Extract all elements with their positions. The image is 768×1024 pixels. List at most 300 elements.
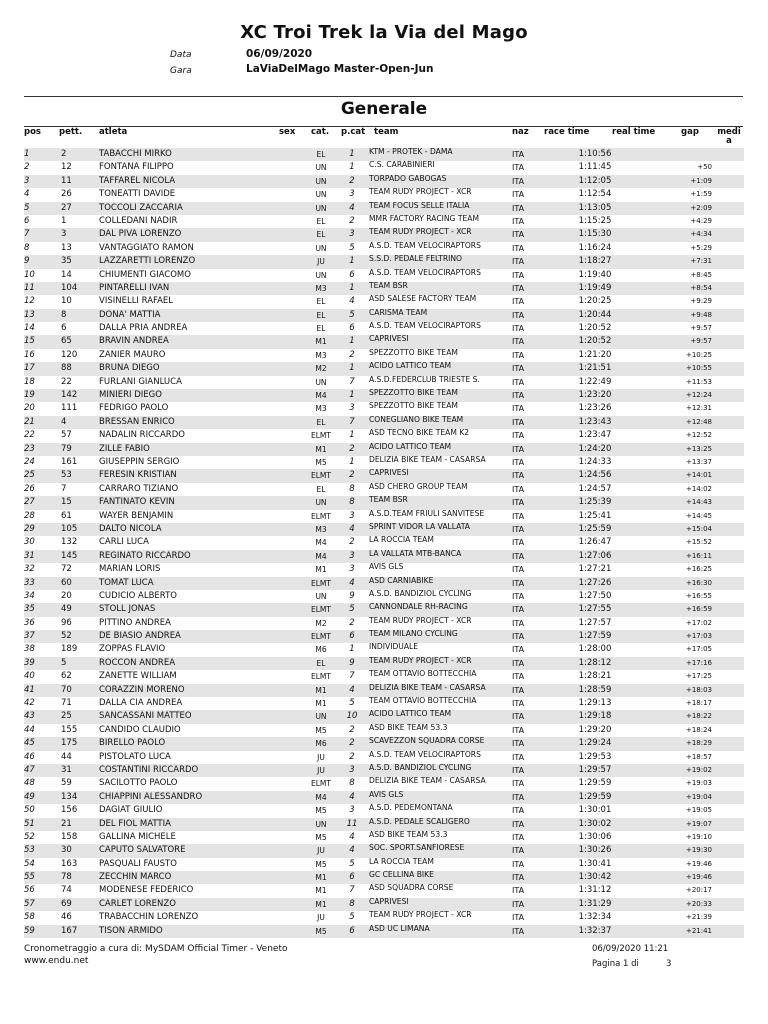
category-position-cell: 1: [349, 390, 355, 401]
nationality-cell: ITA: [512, 779, 525, 789]
category-position-cell: 2: [349, 751, 355, 762]
gap-cell: +15:04: [685, 524, 712, 533]
race-time-cell: 1:19:40: [578, 269, 612, 280]
category-cell: M1: [315, 337, 327, 347]
race-time-cell: 1:20:25: [578, 296, 612, 307]
nationality-cell: ITA: [512, 873, 525, 883]
category-cell: M3: [315, 404, 327, 414]
nationality-cell: ITA: [512, 176, 525, 186]
category-position-cell: 8: [349, 497, 355, 508]
athlete-name-cell: GIUSEPPIN SERGIO: [99, 456, 180, 467]
position-cell: 5: [24, 202, 30, 213]
team-name-cell: A.S.D.TEAM FRIULI SANVITESE: [369, 508, 485, 518]
nationality-cell: ITA: [512, 926, 525, 936]
bib-number-cell: 88: [61, 363, 72, 374]
position-cell: 45: [24, 738, 35, 749]
category-position-cell: 2: [349, 215, 355, 226]
gap-cell: +19:03: [685, 779, 712, 788]
athlete-name-cell: PASQUALI FAUSTO: [99, 858, 177, 869]
category-cell: M1: [315, 899, 327, 909]
race-time-cell: 1:29:57: [578, 764, 612, 775]
bib-number-cell: 44: [61, 751, 72, 762]
category-cell: M1: [315, 685, 327, 695]
category-position-cell: 2: [349, 349, 355, 360]
category-position-cell: 1: [349, 456, 355, 467]
category-cell: M3: [315, 283, 327, 293]
gap-cell: +16:59: [685, 605, 712, 614]
col-bib: pett.: [59, 127, 83, 137]
category-position-cell: 6: [349, 872, 355, 883]
category-position-cell: 4: [349, 202, 355, 213]
athlete-name-cell: MODENESE FEDERICO: [99, 885, 194, 896]
team-name-cell: AVIS GLS: [369, 789, 404, 799]
bib-number-cell: 156: [61, 805, 78, 816]
race-time-cell: 1:12:54: [578, 189, 612, 200]
category-position-cell: 10: [346, 711, 358, 722]
team-name-cell: ASD BIKE TEAM 53.3: [369, 829, 448, 839]
position-cell: 6: [24, 215, 30, 226]
position-cell: 30: [24, 537, 35, 548]
nationality-cell: ITA: [512, 417, 525, 427]
bib-number-cell: 15: [61, 497, 72, 508]
gap-cell: +12:31: [685, 404, 712, 413]
gap-cell: +12:48: [685, 417, 712, 426]
race-time-cell: 1:29:20: [578, 724, 612, 735]
category-position-cell: 4: [349, 523, 355, 534]
race-time-cell: 1:27:21: [578, 564, 612, 575]
position-cell: 1: [24, 149, 30, 159]
position-cell: 27: [24, 497, 35, 508]
nationality-cell: ITA: [512, 391, 525, 401]
category-position-cell: 3: [349, 403, 355, 414]
athlete-name-cell: VANTAGGIATO RAMON: [99, 242, 194, 253]
position-cell: 44: [24, 724, 35, 735]
bib-number-cell: 175: [61, 738, 78, 749]
athlete-name-cell: STOLL JONAS: [99, 604, 156, 615]
category-cell: ELMT: [311, 511, 331, 521]
category-cell: EL: [316, 484, 326, 494]
gap-cell: +12:52: [685, 431, 712, 440]
nationality-cell: ITA: [512, 765, 525, 775]
category-position-cell: 5: [349, 242, 355, 253]
athlete-name-cell: DONA' MATTIA: [99, 309, 161, 320]
col-real-time: real time: [612, 127, 656, 137]
nationality-cell: ITA: [512, 243, 525, 253]
date-value: 06/09/2020: [246, 48, 313, 60]
team-name-cell: SPEZZOTTO BIKE TEAM: [369, 388, 458, 398]
team-name-cell: TEAM RUDY PROJECT - XCR: [369, 187, 472, 197]
category-cell: M5: [315, 457, 327, 467]
race-label: Gara: [170, 66, 192, 76]
team-name-cell: AVIS GLS: [369, 562, 404, 572]
bib-number-cell: 30: [61, 845, 72, 856]
bib-number-cell: 111: [61, 403, 78, 414]
bib-number-cell: 6: [61, 323, 67, 334]
bib-number-cell: 21: [61, 818, 72, 829]
athlete-name-cell: TONEATTI DAVIDE: [99, 189, 176, 200]
athlete-name-cell: SACILOTTO PAOLO: [99, 778, 178, 789]
team-name-cell: A.S.D. TEAM VELOCIRAPTORS: [369, 749, 481, 759]
category-position-cell: 3: [349, 764, 355, 775]
category-position-cell: 2: [349, 724, 355, 735]
position-cell: 18: [24, 376, 35, 387]
athlete-name-cell: DAL PIVA LORENZO: [99, 229, 182, 240]
athlete-name-cell: CUDICIO ALBERTO: [99, 590, 177, 601]
bib-number-cell: 14: [61, 269, 72, 280]
gap-cell: +12:24: [685, 391, 712, 400]
category-cell: JU: [317, 913, 325, 923]
category-position-cell: 5: [349, 698, 355, 709]
bib-number-cell: 59: [61, 778, 72, 789]
col-pos: pos: [24, 127, 41, 137]
category-cell: M5: [315, 832, 327, 842]
team-name-cell: CANNONDALE RH-RACING: [369, 602, 468, 612]
team-name-cell: TEAM MILANO CYCLING: [369, 629, 458, 639]
results-table: [24, 148, 744, 938]
gap-cell: +10:25: [685, 350, 712, 359]
team-name-cell: CARISMA TEAM: [369, 307, 428, 317]
position-cell: 11: [24, 282, 35, 293]
team-name-cell: A.S.D. TEAM VELOCIRAPTORS: [369, 267, 481, 277]
race-time-cell: 1:28:00: [578, 644, 612, 655]
race-time-cell: 1:20:52: [578, 323, 612, 334]
position-cell: 59: [24, 925, 35, 936]
nationality-cell: ITA: [512, 324, 525, 334]
nationality-cell: ITA: [512, 591, 525, 601]
bib-number-cell: 49: [61, 604, 72, 615]
category-cell: M5: [315, 725, 327, 735]
athlete-name-cell: FONTANA FILIPPO: [99, 162, 174, 173]
category-cell: UN: [315, 176, 327, 186]
team-name-cell: A.S.D. TEAM VELOCIRAPTORS: [369, 240, 481, 250]
timing-credit: Cronometraggio a cura di: MySDAM Official Timer - Veneto: [24, 944, 288, 954]
gap-cell: +16:55: [685, 591, 712, 600]
race-time-cell: 1:23:43: [578, 416, 612, 427]
category-position-cell: 3: [349, 550, 355, 561]
nationality-cell: ITA: [512, 498, 525, 508]
gap-cell: +19:46: [685, 859, 712, 868]
category-position-cell: 5: [349, 912, 355, 923]
athlete-name-cell: FEDRIGO PAOLO: [99, 403, 169, 414]
gap-cell: +21:41: [685, 926, 712, 935]
team-name-cell: A.S.D. PEDALE SCALIGERO: [369, 816, 470, 826]
race-time-cell: 1:25:41: [578, 510, 612, 521]
category-position-cell: 5: [349, 604, 355, 615]
col-cat: cat.: [311, 127, 330, 137]
team-name-cell: TEAM OTTAVIO BOTTECCHIA: [369, 669, 477, 679]
print-timestamp: 06/09/2020 11:21: [592, 944, 669, 954]
position-cell: 8: [24, 242, 30, 253]
race-time-cell: 1:18:27: [578, 256, 612, 267]
team-name-cell: TEAM RUDY PROJECT - XCR: [369, 227, 472, 237]
position-cell: 10: [24, 269, 35, 280]
bib-number-cell: 74: [61, 885, 72, 896]
category-position-cell: 1: [349, 149, 355, 159]
gap-cell: +18:22: [685, 712, 712, 721]
race-time-cell: 1:30:06: [578, 831, 612, 842]
category-cell: M4: [315, 792, 327, 802]
nationality-cell: ITA: [512, 886, 525, 896]
category-cell: M4: [315, 551, 327, 561]
bib-number-cell: 163: [61, 858, 78, 869]
category-position-cell: 1: [349, 363, 355, 374]
gap-cell: +19:10: [685, 832, 712, 841]
position-cell: 2: [24, 162, 30, 173]
position-cell: 13: [24, 309, 35, 320]
position-cell: 34: [24, 590, 35, 601]
category-cell: UN: [315, 712, 327, 722]
gap-cell: +1:09: [690, 176, 712, 185]
position-cell: 23: [24, 443, 35, 454]
race-time-cell: 1:22:49: [578, 376, 612, 387]
race-time-cell: 1:26:47: [578, 537, 612, 548]
bib-number-cell: 2: [61, 149, 67, 159]
bib-number-cell: 132: [61, 537, 78, 548]
race-time-cell: 1:29:59: [578, 778, 612, 789]
athlete-name-cell: GALLINA MICHELE: [99, 831, 176, 842]
team-name-cell: GC CELLINA BIKE: [369, 870, 434, 880]
gap-cell: +14:45: [685, 511, 712, 520]
bib-number-cell: 72: [61, 564, 72, 575]
nationality-cell: ITA: [512, 270, 525, 280]
category-position-cell: 4: [349, 791, 355, 802]
gap-cell: +18:17: [685, 699, 712, 708]
bib-number-cell: 69: [61, 898, 72, 909]
bib-number-cell: 120: [61, 349, 78, 360]
position-cell: 22: [24, 430, 35, 441]
team-name-cell: A.S.D.FEDERCLUB TRIESTE S.: [369, 374, 480, 384]
category-position-cell: 2: [349, 470, 355, 481]
position-cell: 7: [24, 229, 30, 240]
bib-number-cell: 31: [61, 764, 72, 775]
position-cell: 50: [24, 805, 35, 816]
gap-cell: +1:59: [690, 190, 712, 199]
gap-cell: +17:16: [685, 658, 712, 667]
gap-cell: +4:34: [690, 230, 712, 239]
race-time-cell: 1:29:24: [578, 738, 612, 749]
race-time-cell: 1:27:59: [578, 631, 612, 642]
gap-cell: +9:57: [690, 337, 712, 346]
nationality-cell: ITA: [512, 364, 525, 374]
race-time-cell: 1:24:20: [578, 443, 612, 454]
athlete-name-cell: NADALIN RICCARDO: [99, 430, 185, 441]
athlete-name-cell: CARRARO TIZIANO: [99, 483, 179, 494]
athlete-name-cell: DALLA CIA ANDREA: [99, 698, 183, 709]
team-name-cell: A.S.D. BANDIZIOL CYCLING: [369, 588, 472, 598]
date-label: Data: [170, 50, 192, 60]
race-time-cell: 1:31:12: [578, 885, 612, 896]
position-cell: 26: [24, 483, 35, 494]
category-position-cell: 9: [349, 590, 355, 601]
category-position-cell: 2: [349, 617, 355, 628]
team-name-cell: LA ROCCIA TEAM: [369, 856, 434, 866]
team-name-cell: DELIZIA BIKE TEAM - CASARSA: [369, 454, 486, 464]
nationality-cell: ITA: [512, 725, 525, 735]
team-name-cell: TORPADO GABOGAS: [369, 173, 447, 183]
athlete-name-cell: ZILLE FABIO: [99, 443, 150, 454]
nationality-cell: ITA: [512, 511, 525, 521]
category-cell: M1: [315, 873, 327, 883]
gap-cell: +9:48: [690, 310, 712, 319]
category-cell: UN: [315, 270, 327, 280]
position-cell: 21: [24, 416, 35, 427]
nationality-cell: ITA: [512, 806, 525, 816]
category-cell: M1: [315, 699, 327, 709]
team-name-cell: SPEZZOTTO BIKE TEAM: [369, 401, 458, 411]
race-time-cell: 1:30:26: [578, 845, 612, 856]
gap-cell: +9:57: [690, 324, 712, 333]
position-cell: 12: [24, 296, 35, 307]
category-position-cell: 3: [349, 805, 355, 816]
team-name-cell: A.S.D. PEDEMONTANA: [369, 803, 453, 813]
athlete-name-cell: DALTO NICOLA: [99, 523, 162, 534]
gap-cell: +5:29: [690, 243, 712, 252]
athlete-name-cell: PISTOLATO LUCA: [99, 751, 171, 762]
nationality-cell: ITA: [512, 551, 525, 561]
nationality-cell: ITA: [512, 859, 525, 869]
col-naz: naz: [512, 127, 529, 137]
position-cell: 31: [24, 550, 35, 561]
athlete-name-cell: TRABACCHIN LORENZO: [99, 912, 199, 923]
category-cell: M2: [315, 618, 327, 628]
team-name-cell: ASD BIKE TEAM 53.3: [369, 722, 448, 732]
website-link[interactable]: www.endu.net: [24, 956, 89, 966]
gap-cell: +20:33: [685, 899, 712, 908]
category-cell: JU: [317, 765, 325, 775]
bib-number-cell: 10: [61, 296, 72, 307]
position-cell: 16: [24, 349, 35, 360]
category-cell: EL: [316, 297, 326, 307]
team-name-cell: C.S. CARABINIERI: [369, 160, 435, 170]
race-time-cell: 1:20:44: [578, 309, 612, 320]
category-cell: M3: [315, 350, 327, 360]
gap-cell: +19:46: [685, 873, 712, 882]
bib-number-cell: 78: [61, 872, 72, 883]
category-position-cell: 1: [349, 282, 355, 293]
category-cell: ELMT: [311, 431, 331, 441]
team-name-cell: ASD UC LIMANA: [369, 923, 430, 933]
nationality-cell: ITA: [512, 471, 525, 481]
position-cell: 47: [24, 764, 35, 775]
team-name-cell: LA VALLATA MTB-BANCA: [369, 548, 462, 558]
athlete-name-cell: CARLI LUCA: [99, 537, 149, 548]
category-cell: M5: [315, 859, 327, 869]
gap-cell: +11:53: [685, 377, 712, 386]
category-cell: M6: [315, 645, 327, 655]
nationality-cell: ITA: [512, 431, 525, 441]
nationality-cell: ITA: [512, 350, 525, 360]
nationality-cell: ITA: [512, 203, 525, 213]
gap-cell: +18:24: [685, 725, 712, 734]
category-position-cell: 4: [349, 845, 355, 856]
athlete-name-cell: SANCASSANI MATTEO: [99, 711, 192, 722]
athlete-name-cell: DALLA PRIA ANDREA: [99, 323, 188, 334]
race-time-cell: 1:28:21: [578, 671, 612, 682]
gap-cell: +19:30: [685, 846, 712, 855]
position-cell: 43: [24, 711, 35, 722]
bib-number-cell: 8: [61, 309, 67, 320]
bib-number-cell: 1: [61, 215, 67, 226]
athlete-name-cell: TABACCHI MIRKO: [99, 149, 172, 159]
race-time-cell: 1:28:12: [578, 657, 612, 668]
athlete-name-cell: PITTINO ANDREA: [99, 617, 171, 628]
race-time-cell: 1:29:18: [578, 711, 612, 722]
team-name-cell: KTM - PROTEK - DAMA: [369, 147, 453, 156]
gap-cell: +19:05: [685, 806, 712, 815]
nationality-cell: ITA: [512, 578, 525, 588]
team-name-cell: ACIDO LATTICO TEAM: [369, 361, 452, 371]
category-cell: UN: [315, 163, 327, 173]
category-cell: UN: [315, 377, 327, 387]
col-sex: sex: [279, 127, 296, 137]
category-position-cell: 1: [349, 162, 355, 173]
bib-number-cell: 142: [61, 390, 78, 401]
nationality-cell: ITA: [512, 297, 525, 307]
gap-cell: +10:55: [685, 364, 712, 373]
gap-cell: +7:31: [690, 257, 712, 266]
athlete-name-cell: FURLANI GIANLUCA: [99, 376, 182, 387]
position-cell: 54: [24, 858, 35, 869]
athlete-name-cell: DEL FIOL MATTIA: [99, 818, 171, 829]
bib-number-cell: 61: [61, 510, 72, 521]
bib-number-cell: 5: [61, 657, 67, 668]
athlete-name-cell: TOMAT LUCA: [99, 577, 154, 588]
position-cell: 57: [24, 898, 35, 909]
col-media: medi a: [717, 127, 741, 146]
position-cell: 36: [24, 617, 35, 628]
gap-cell: +8:45: [690, 270, 712, 279]
position-cell: 29: [24, 523, 35, 534]
team-name-cell: DELIZIA BIKE TEAM - CASARSA: [369, 682, 486, 692]
position-cell: 3: [24, 175, 30, 186]
category-position-cell: 3: [349, 189, 355, 200]
race-time-cell: 1:11:45: [578, 162, 612, 173]
col-gap: gap: [681, 127, 699, 137]
category-cell: M1: [315, 886, 327, 896]
nationality-cell: ITA: [512, 257, 525, 267]
team-name-cell: LA ROCCIA TEAM: [369, 535, 434, 545]
nationality-cell: ITA: [512, 457, 525, 467]
bib-number-cell: 20: [61, 590, 72, 601]
gap-cell: +14:02: [685, 484, 712, 493]
bib-number-cell: 4: [61, 416, 67, 427]
bib-number-cell: 11: [61, 175, 72, 186]
gap-cell: +16:25: [685, 565, 712, 574]
race-time-cell: 1:28:59: [578, 684, 612, 695]
race-time-cell: 1:13:05: [578, 202, 612, 213]
nationality-cell: ITA: [512, 712, 525, 722]
race-time-cell: 1:23:20: [578, 390, 612, 401]
athlete-name-cell: FANTINATO KEVIN: [99, 497, 175, 508]
bib-number-cell: 46: [61, 912, 72, 923]
athlete-name-cell: ROCCON ANDREA: [99, 657, 176, 668]
athlete-name-cell: COLLEDANI NADIR: [99, 215, 178, 226]
bib-number-cell: 79: [61, 443, 72, 454]
page-indicator-label: Pagina 1 di: [592, 959, 639, 969]
race-time-cell: 1:24:56: [578, 470, 612, 481]
category-cell: UN: [315, 203, 327, 213]
nationality-cell: ITA: [512, 699, 525, 709]
col-pcat: p.cat: [341, 127, 366, 137]
nationality-cell: ITA: [512, 605, 525, 615]
category-position-cell: 6: [349, 323, 355, 334]
category-position-cell: 6: [349, 269, 355, 280]
gap-cell: +15:52: [685, 538, 712, 547]
category-position-cell: 2: [349, 175, 355, 186]
position-cell: 19: [24, 390, 35, 401]
bib-number-cell: 3: [61, 229, 67, 240]
nationality-cell: ITA: [512, 846, 525, 856]
